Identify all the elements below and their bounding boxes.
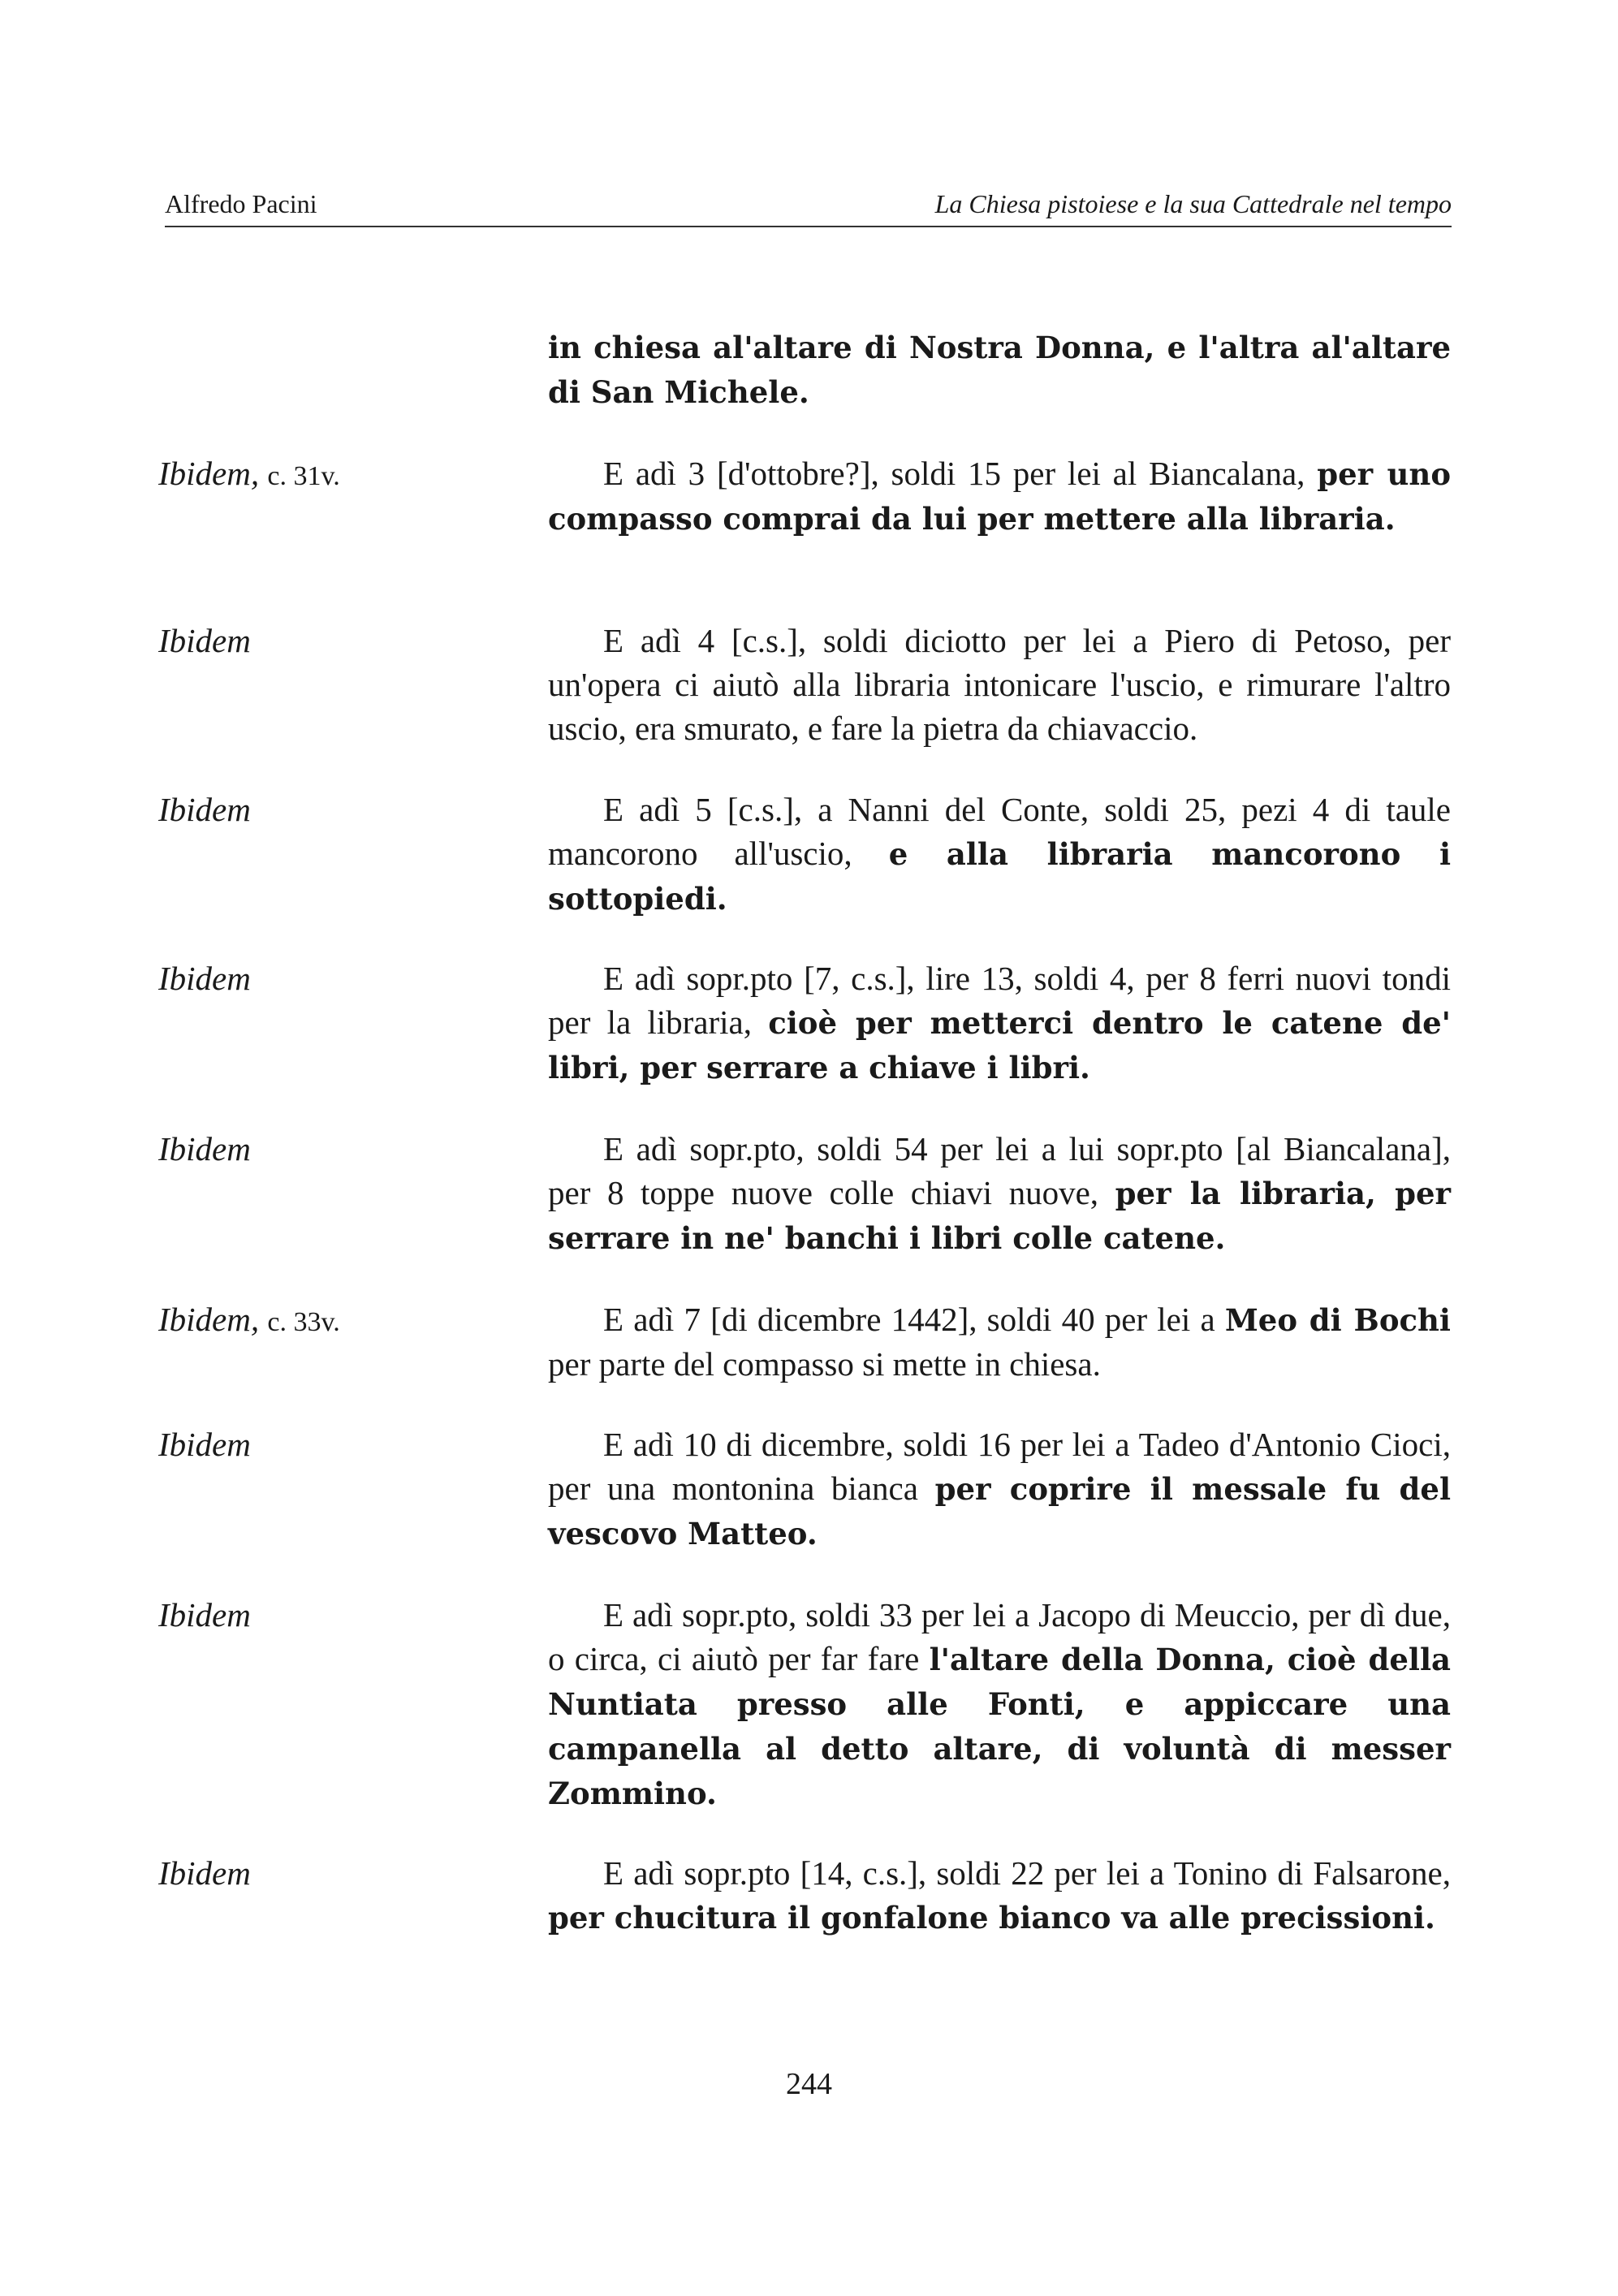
page-number: 244 — [786, 2067, 832, 2101]
source-reference: Ibidem — [158, 1426, 251, 1463]
header-title: La Chiesa pistoiese e la sua Cattedrale nel tempo — [934, 189, 1452, 218]
source-reference: Ibidem — [158, 622, 251, 659]
source-reference: Ibidem — [158, 1596, 251, 1634]
entry-paragraph: E adì 7 [di dicembre 1442], soldi 40 per lei a Meo di Bochi per parte del compasso si mette in chiesa. — [548, 1301, 1451, 1383]
source-reference: Ibidem — [158, 960, 251, 997]
entry-paragraph: E adì sopr.pto [7, c.s.], lire 13, soldi 4, per 8 ferri nuovi tondi per la libraria, cioè per metterci dentro le catene de' libri, per serrare a chiave i libri. — [548, 960, 1451, 1085]
running-header — [165, 185, 1452, 227]
entry-paragraph: E adì 5 [c.s.], a Nanni del Conte, soldi 25, pezi 4 di taule mancorono all'uscio, e alla libraria mancorono i sottopiedi. — [548, 791, 1451, 917]
source-reference: Ibidem — [158, 1854, 251, 1892]
source-reference: Ibidem, c. 31v. — [158, 455, 340, 492]
intro-text: in chiesa al'altare di Nostra Donna, e l'altra al'altare di San Michele. — [548, 330, 1451, 410]
header-author: Alfredo Pacini — [165, 189, 317, 218]
entry-paragraph: E adì sopr.pto, soldi 33 per lei a Jacopo di Meuccio, per dì due, o circa, ci aiutò per far fare l'altare della Donna, cioè della Nuntiata presso alle Fonti, e appiccare una campanella al detto altare, di voluntà di messer Zommino. — [548, 1596, 1451, 1811]
source-folio: c. 33v. — [267, 1307, 340, 1337]
entry-paragraph: E adì 10 di dicembre, soldi 16 per lei a Tadeo d'Antonio Cioci, per una montonina bianca per coprire il messale fu del vescovo Matteo. — [548, 1426, 1451, 1552]
source-folio: c. 31v. — [267, 461, 340, 491]
source-reference: Ibidem — [158, 791, 251, 828]
entry-paragraph: E adì 3 [d'ottobre?], soldi 15 per lei al Biancalana, per uno compasso comprai da lui per mettere alla libraria. — [548, 455, 1451, 537]
source-reference: Ibidem — [158, 1130, 251, 1167]
intro-paragraph — [548, 325, 1451, 414]
entry-paragraph: E adì 4 [c.s.], soldi diciotto per lei a Piero di Petoso, per un'opera ci aiutò alla libraria intonicare l'uscio, e rimurare l'altro uscio, era smurato, e fare la pietra da chiavaccio. — [548, 622, 1451, 747]
entry-paragraph: E adì sopr.pto [14, c.s.], soldi 22 per lei a Tonino di Falsarone, per chucitura il gonfalone bianco va alle precissioni. — [548, 1854, 1451, 1936]
entry-paragraph: E adì sopr.pto, soldi 54 per lei a lui sopr.pto [al Biancalana], per 8 toppe nuove colle chiavi nuove, per la libraria, per serrare in ne' banchi i libri colle catene. — [548, 1130, 1451, 1256]
source-reference: Ibidem, c. 33v. — [158, 1301, 340, 1338]
